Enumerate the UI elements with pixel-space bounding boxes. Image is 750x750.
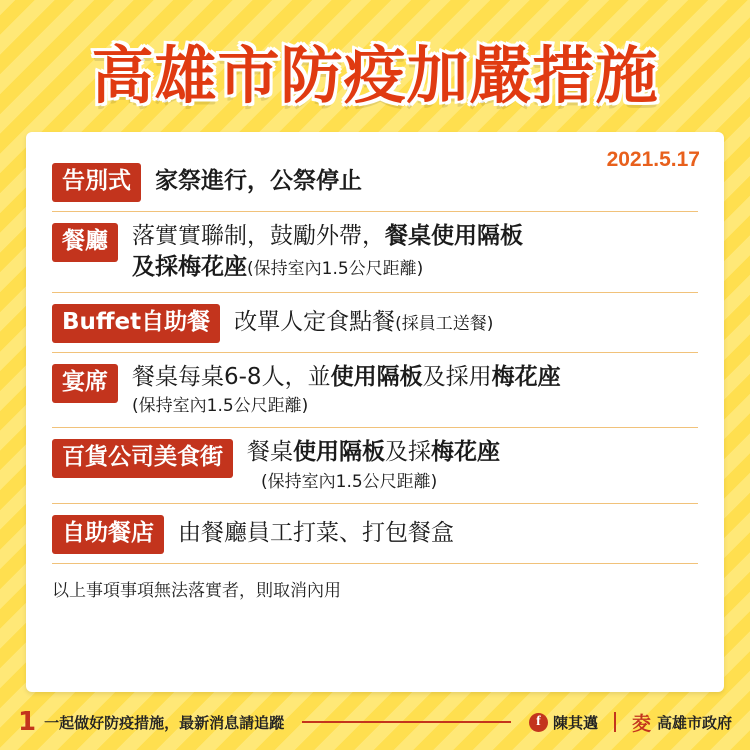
measure-text-bold-2: 及採梅花座 (132, 253, 247, 280)
measure-text-light: 改單人定食點餐 (234, 308, 396, 335)
measure-text-light-a: 餐桌 (247, 439, 293, 466)
measure-content (118, 221, 523, 283)
measure-subtext: (保持室內1.5公尺距離) (132, 396, 309, 417)
measure-subtext: (保持室內1.5公尺距離) (261, 472, 438, 493)
measure-tag: 宴席 (52, 364, 118, 403)
measure-text-bold: 餐桌使用隔板 (385, 223, 523, 249)
measure-tag: 百貨公司美食街 (52, 439, 233, 478)
facebook-icon: f (529, 713, 548, 732)
measure-row-banquet (52, 353, 698, 429)
measure-content (164, 518, 454, 549)
date-label: 2021.5.17 (606, 148, 700, 171)
measure-content (233, 437, 500, 494)
measure-text-small: (採員工送餐) (395, 313, 494, 334)
measure-tag: Buffet自助餐 (52, 304, 220, 343)
measure-text: 由餐廳員工打菜、打包餐盒 (178, 519, 454, 546)
measure-text-bold-a: 使用隔板 (293, 439, 385, 466)
page-title: 高雄市防疫加嚴措施 (91, 38, 659, 112)
facebook-link[interactable] (529, 712, 598, 733)
measure-text-light-a: 餐桌每桌6-8人，並 (132, 363, 331, 390)
measure-tag: 自助餐店 (52, 515, 164, 554)
footer-slogan: 一起做好防疫措施，最新消息請追蹤 (44, 713, 285, 732)
measure-content (220, 307, 493, 338)
measures-card (26, 132, 724, 692)
measure-text-light-b: 及採 (385, 439, 431, 466)
measure-text-bold-a: 使用隔板 (330, 363, 423, 390)
kaohsiung-emblem-icon: 夌 (631, 712, 651, 735)
measure-text-light: 落實實聯制，鼓勵外帶， (132, 223, 385, 249)
footer-number: 1 (18, 707, 37, 737)
measure-row-department-store-food-court (52, 428, 698, 504)
government-logo (632, 709, 732, 736)
measure-tag: 告別式 (52, 163, 141, 202)
measure-text-bold-b: 梅花座 (431, 439, 500, 466)
measure-row-farewell (52, 152, 698, 212)
facebook-page-name: 陳其邁 (552, 713, 598, 732)
measure-text-light-b: 及採用 (422, 363, 492, 390)
measure-text: 家祭進行，公祭停止 (155, 168, 362, 195)
measure-content (141, 166, 362, 197)
measure-text-small: (保持室內1.5公尺距離) (247, 258, 424, 279)
measure-row-restaurant (52, 212, 698, 293)
poster-title-area (0, 22, 750, 118)
footer-separator (614, 712, 616, 732)
measure-text-bold-b: 梅花座 (491, 363, 561, 390)
measure-tag: 餐廳 (52, 223, 118, 262)
measure-row-buffet (52, 293, 698, 353)
measure-row-self-service-restaurant (52, 504, 698, 564)
measure-content (118, 362, 561, 419)
poster-footer (0, 694, 750, 750)
footer-divider (302, 721, 511, 723)
footnote: 以上事項事項無法落實者，則取消內用 (52, 580, 341, 601)
government-name: 高雄市政府 (656, 713, 732, 732)
